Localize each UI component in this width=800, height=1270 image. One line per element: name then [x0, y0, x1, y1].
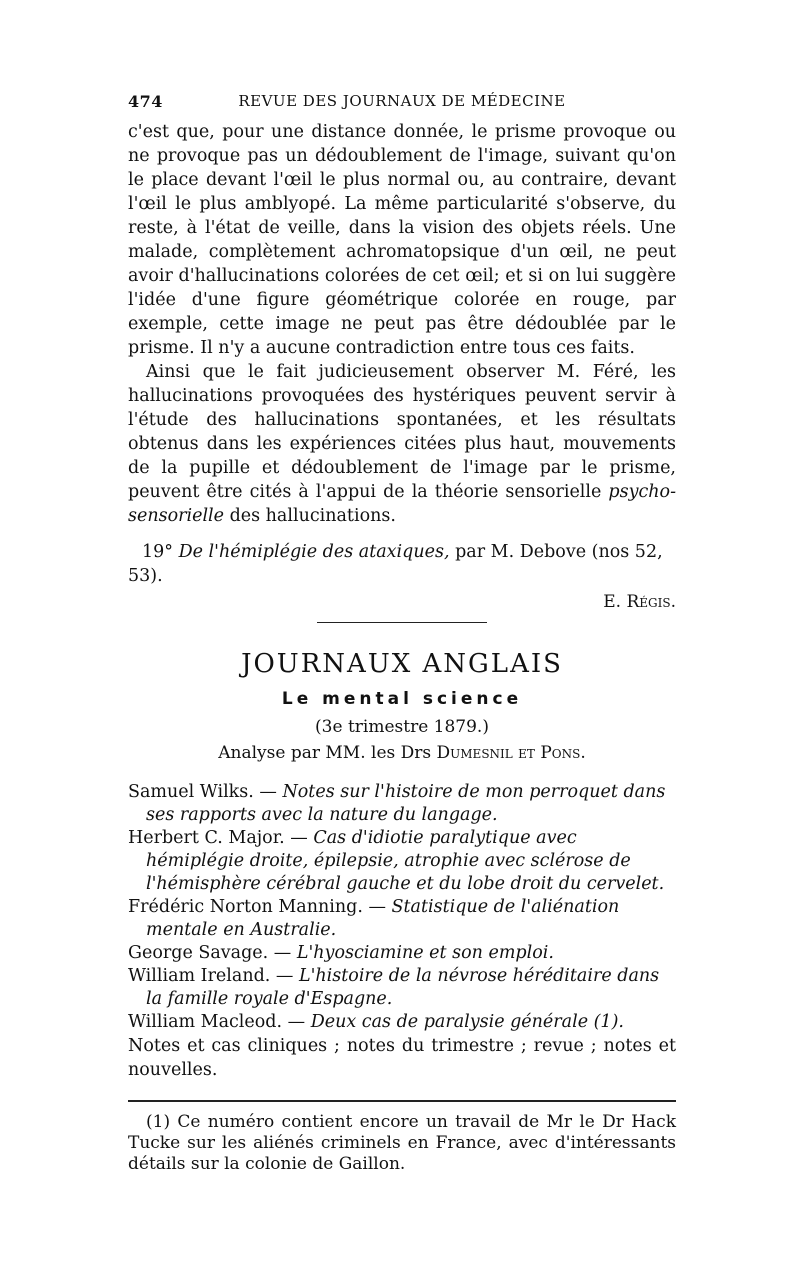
reference-author: Samuel Wilks. — [128, 782, 283, 802]
item-author: par M. Debove (nos 52, 53). [128, 542, 663, 586]
running-title: REVUE DES JOURNAUX DE MÉDECINE [238, 92, 566, 110]
section-title: JOURNAUX ANGLAIS [241, 649, 563, 679]
journal-name: Le mental science [281, 689, 523, 709]
trimester: (3e trimestre 1879.) [315, 717, 489, 737]
paragraph-continuation: c'est que, pour une distance donnée, le prisme provoque ou ne provoque pas un dédoublement de l'image, suivant qu'on le place devant l'œil le plus normal ou, au contraire, devant l'œil le plus amblyopé. La même particularité s'observe, du reste, à l'état de veille, dans la vision des objets réels. Une malade, complètement achromatopsique d'un œil, ne peut avoir d'hallucinations colorées de cet œil; et si on lui suggère l'idée d'une figure géométrique colorée en rouge, par exemple, cette image ne peut pas être dédoublée par le prisme. Il n'y a aucune contradiction entre tous ces faits. [128, 122, 676, 358]
review-item-19 [128, 540, 676, 588]
reference-author: Herbert C. Major. — [128, 828, 314, 848]
reference-title: Cas d'idiotie paralytique avec hémiplégie droite, épilepsie, atrophie avec sclérose de l'hémisphère cérébral gauche et du lobe droit du cervelet. [146, 828, 665, 894]
reference-item [128, 1011, 676, 1034]
reference-item [128, 965, 676, 1011]
analysis-prefix: Analyse par MM. les Drs [218, 743, 437, 763]
separator-rule [317, 622, 487, 623]
reference-author: Frédéric Norton Manning. — [128, 897, 392, 917]
analysts: Dumesnil et Pons. [436, 743, 586, 763]
reference-author: William Macleod. — [128, 1012, 311, 1032]
reference-author: George Savage. — [128, 943, 297, 963]
page-number: 474 [128, 92, 163, 111]
analysis-credit [128, 743, 676, 763]
reference-item [128, 896, 676, 942]
reference-title: Notes sur l'histoire de mon perroquet dans ses rapports avec la nature du langage. [146, 782, 666, 825]
notes-line: Notes et cas cliniques ; notes du trimestre ; revue ; notes et nouvelles. [128, 1036, 676, 1080]
footnote-rule [128, 1100, 676, 1102]
running-header [128, 92, 676, 120]
reference-title: L'hyosciamine et son emploi. [296, 943, 554, 963]
reference-item [128, 827, 676, 896]
item-title: De l'hémiplégie des ataxiques, [178, 542, 450, 562]
signature [128, 592, 676, 612]
paragraph-ferre-italic: psycho-sensorielle [128, 482, 676, 526]
paragraph-ferre [128, 360, 676, 528]
page [128, 92, 676, 1175]
item-number: 19° [142, 542, 174, 562]
reference-title: Statistique de l'aliénation mentale en Australie. [146, 897, 620, 940]
signature-initial: E. [603, 592, 627, 612]
reference-item [128, 942, 676, 965]
reference-author: William Ireland. — [128, 966, 299, 986]
paragraph-ferre-end: des hallucinations. [224, 506, 396, 526]
signature-name: Régis. [626, 592, 676, 612]
reference-item [128, 781, 676, 827]
reference-title: L'histoire de la névrose héréditaire dans la famille royale d'Espagne. [146, 966, 660, 1009]
paragraph-ferre-text: Ainsi que le fait judicieusement observer M. Féré, les hallucinations provoquées des hystériques peuvent servir à l'étude des hallucinations spontanées, et les résultats obtenus dans les expériences citées plus haut, mouvements de la pupille et dédoublement de l'image par le prisme, peuvent être cités à l'appui de la théorie sensorielle [128, 362, 676, 502]
footnote: (1) Ce numéro contient encore un travail de Mr le Dr Hack Tucke sur les aliénés criminels en France, avec d'intéressants détails sur la colonie de Gaillon. [128, 1112, 676, 1174]
reference-list [128, 781, 676, 1082]
reference-title: Deux cas de paralysie générale (1). [310, 1012, 624, 1032]
